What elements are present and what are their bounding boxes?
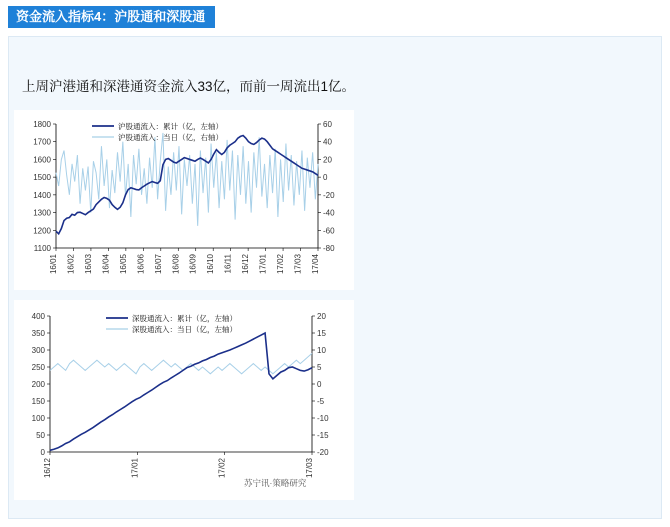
svg-text:16/07: 16/07 bbox=[153, 254, 163, 275]
svg-text:16/03: 16/03 bbox=[83, 254, 93, 275]
svg-text:-40: -40 bbox=[323, 208, 335, 218]
svg-text:50: 50 bbox=[36, 431, 45, 440]
svg-text:-60: -60 bbox=[323, 226, 335, 236]
svg-text:16/05: 16/05 bbox=[118, 254, 128, 275]
svg-text:沪股通流入：当日（亿，右轴）: 沪股通流入：当日（亿，右轴） bbox=[118, 133, 223, 142]
svg-text:150: 150 bbox=[31, 397, 45, 406]
svg-text:17/02: 17/02 bbox=[217, 458, 227, 479]
svg-text:100: 100 bbox=[31, 414, 45, 423]
svg-text:1400: 1400 bbox=[33, 190, 51, 200]
svg-text:1800: 1800 bbox=[33, 120, 51, 129]
svg-text:-20: -20 bbox=[323, 190, 335, 200]
svg-text:-20: -20 bbox=[317, 448, 329, 457]
svg-text:17/01: 17/01 bbox=[130, 458, 140, 479]
svg-text:17/03: 17/03 bbox=[293, 254, 303, 275]
svg-text:16/12: 16/12 bbox=[43, 458, 52, 479]
svg-text:深股通流入：累计（亿，左轴）: 深股通流入：累计（亿，左轴） bbox=[132, 314, 237, 323]
svg-text:1100: 1100 bbox=[33, 244, 51, 253]
svg-text:16/08: 16/08 bbox=[171, 254, 181, 275]
svg-text:17/02: 17/02 bbox=[276, 254, 286, 275]
svg-text:16/06: 16/06 bbox=[136, 254, 146, 275]
summary-text: 上周沪港通和深港通资金流入33亿，而前一周流出1亿。 bbox=[22, 79, 356, 94]
svg-text:250: 250 bbox=[31, 363, 45, 372]
svg-text:17/03: 17/03 bbox=[305, 458, 314, 479]
svg-text:-80: -80 bbox=[323, 244, 335, 253]
svg-text:-10: -10 bbox=[317, 414, 329, 423]
svg-text:0: 0 bbox=[323, 173, 328, 183]
page-title: 资金流入指标4：沪股通和深股通 bbox=[8, 6, 215, 28]
svg-text:0: 0 bbox=[317, 380, 322, 389]
svg-text:10: 10 bbox=[317, 346, 326, 355]
svg-text:17/01: 17/01 bbox=[258, 254, 268, 275]
svg-text:16/01: 16/01 bbox=[49, 254, 58, 275]
svg-text:200: 200 bbox=[31, 380, 45, 389]
svg-text:沪股通流入：累计（亿，左轴）: 沪股通流入：累计（亿，左轴） bbox=[118, 122, 223, 131]
svg-text:0: 0 bbox=[40, 448, 45, 457]
svg-text:5: 5 bbox=[317, 363, 322, 372]
svg-text:1600: 1600 bbox=[33, 155, 51, 165]
svg-text:16/09: 16/09 bbox=[188, 254, 198, 275]
chart-shenzhen-connect-svg bbox=[14, 300, 354, 500]
svg-text:16/04: 16/04 bbox=[101, 254, 111, 275]
svg-text:-15: -15 bbox=[317, 431, 329, 440]
svg-text:-5: -5 bbox=[317, 397, 325, 406]
svg-text:16/12: 16/12 bbox=[241, 254, 251, 275]
svg-text:苏宁讯·策略研究: 苏宁讯·策略研究 bbox=[244, 478, 307, 488]
svg-text:20: 20 bbox=[323, 155, 332, 165]
svg-text:16/11: 16/11 bbox=[223, 254, 233, 274]
svg-text:1200: 1200 bbox=[33, 226, 51, 236]
svg-text:300: 300 bbox=[31, 346, 45, 355]
chart-shanghai-connect bbox=[14, 110, 354, 290]
svg-text:1700: 1700 bbox=[33, 137, 51, 147]
svg-text:1300: 1300 bbox=[33, 208, 51, 218]
svg-text:深股通流入：当日（亿，左轴）: 深股通流入：当日（亿，左轴） bbox=[132, 325, 237, 334]
svg-text:350: 350 bbox=[31, 329, 45, 338]
svg-text:60: 60 bbox=[323, 120, 332, 129]
svg-text:16/10: 16/10 bbox=[206, 254, 216, 275]
chart-shanghai-connect-svg bbox=[14, 110, 354, 290]
svg-text:16/02: 16/02 bbox=[66, 254, 76, 275]
svg-text:17/04: 17/04 bbox=[311, 254, 320, 275]
chart-shenzhen-connect bbox=[14, 300, 354, 500]
svg-text:1500: 1500 bbox=[33, 173, 51, 183]
svg-text:40: 40 bbox=[323, 137, 332, 147]
svg-text:15: 15 bbox=[317, 329, 326, 338]
svg-text:20: 20 bbox=[317, 312, 326, 321]
svg-text:400: 400 bbox=[31, 312, 45, 321]
